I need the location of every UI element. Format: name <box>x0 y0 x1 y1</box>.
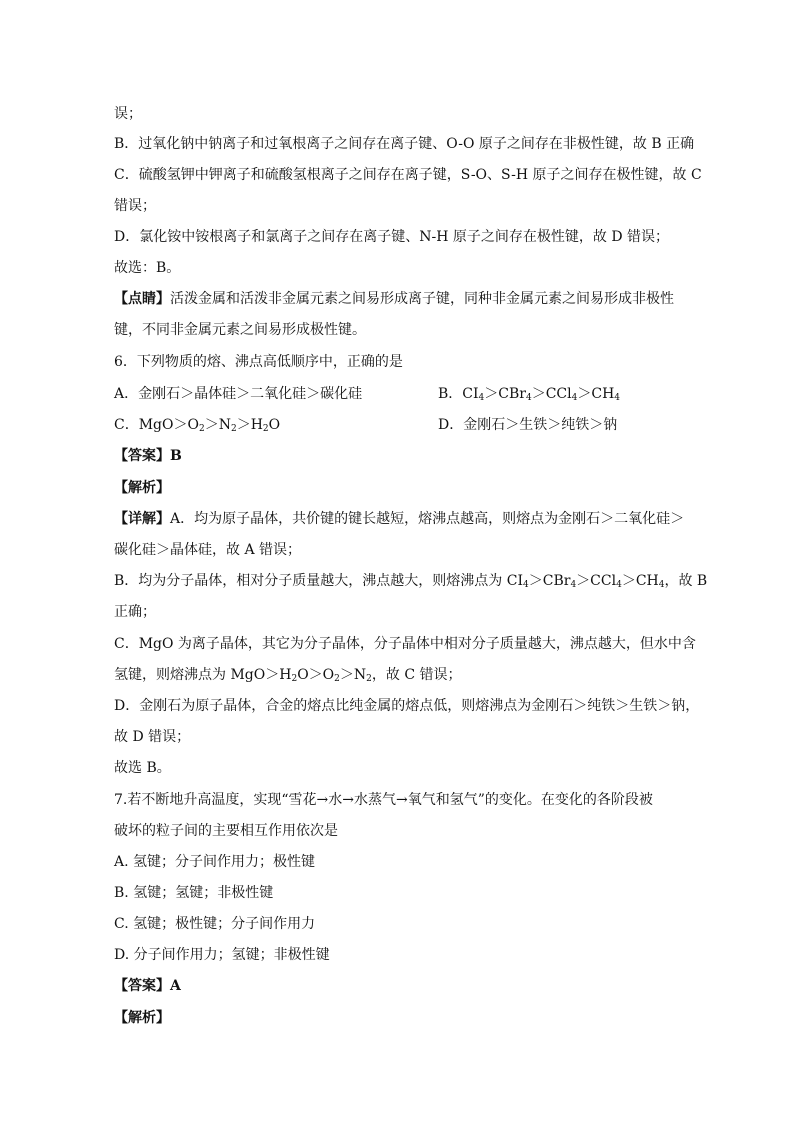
analysis-label: 【解析】 <box>114 480 170 496</box>
text-line: 键，不同非金属元素之间易形成极性键。 <box>114 322 366 338</box>
text-line: 错误； <box>114 198 156 214</box>
text-line: D．氯化铵中铵根离子和氯离子之间存在离子键、N-H 原子之间存在极性键，故 D 错误； <box>114 229 669 245</box>
answer-label: 【答案】B <box>114 448 182 464</box>
option-a: A. 氢键；分子间作用力；极性键 <box>114 854 316 870</box>
detail-label: 【详解】 <box>114 511 170 527</box>
text-line: 碳化硅＞晶体硅，故 A 错误； <box>114 542 302 558</box>
tip-text: 活泼金属和活泼非金属元素之间易形成离子键，同种非金属元素之间易形成非极性 <box>170 291 674 307</box>
question-stem: 6．下列物质的熔、沸点高低顺序中，正确的是 <box>114 354 403 370</box>
detail-line: 【详解】A．均为原子晶体，共价键的键长越短，熔沸点越高，则熔点为金刚石＞二氧化硅＞ <box>114 511 685 527</box>
text-line: 故选：B。 <box>114 260 181 276</box>
text-line: B．均为分子晶体，相对分子质量越大，沸点越大，则熔沸点为 $CI_4>CBr_4>CCl_4>CH_4$，故 B <box>114 573 708 590</box>
text-line: 正确； <box>114 604 156 620</box>
text-line: C．硫酸氢钾中钾离子和硫酸氢根离子之间存在离子键，S-O、S-H 原子之间存在极性键，故 C <box>114 167 702 183</box>
analysis-label: 【解析】 <box>114 1010 170 1026</box>
tip-label: 【点睛】 <box>114 291 170 307</box>
question-stem: 7.若不断地升高温度，实现“雪花→水→水蒸气→氧气和氢气”的变化。在变化的各阶段被 <box>114 792 653 808</box>
option-d: D．金刚石＞生铁＞纯铁＞钠 <box>438 417 618 433</box>
option-b: B. 氢键；氢键；非极性键 <box>114 885 274 901</box>
question-stem: 破坏的粒子间的主要相互作用依次是 <box>114 823 338 839</box>
option-b: B．$CI_4>CBr_4>CCl_4>CH_4$ <box>438 386 621 403</box>
text-line: D．金刚石为原子晶体，合金的熔点比纯金属的熔点低，则熔沸点为金刚石＞纯铁＞生铁＞钠， <box>114 698 700 714</box>
option-d: D. 分子间作用力；氢键；非极性键 <box>114 947 330 963</box>
text-line: 故 D 错误； <box>114 729 191 745</box>
tip-line <box>114 289 674 309</box>
option-a: A．金刚石＞晶体硅＞二氧化硅＞碳化硅 <box>114 386 363 402</box>
text-line: C．MgO 为离子晶体，其它为分子晶体，分子晶体中相对分子质量越大，沸点越大，但水中含 <box>114 636 696 652</box>
text-line: B．过氧化钠中钠离子和过氧根离子之间存在离子键、O-O 原子之间存在非极性键，故 B 正确 <box>114 136 695 152</box>
text-line: 故选 B。 <box>114 760 171 776</box>
option-c: C．$MgO>O_2>N_2>H_2O$ <box>114 417 281 434</box>
text-line: 误； <box>114 106 142 122</box>
answer-label: 【答案】A <box>114 978 181 994</box>
option-c: C. 氢键；极性键；分子间作用力 <box>114 916 316 932</box>
text-line: 氢键，则熔沸点为 $MgO>H_2O>O_2>N_2$，故 C 错误； <box>114 667 462 684</box>
